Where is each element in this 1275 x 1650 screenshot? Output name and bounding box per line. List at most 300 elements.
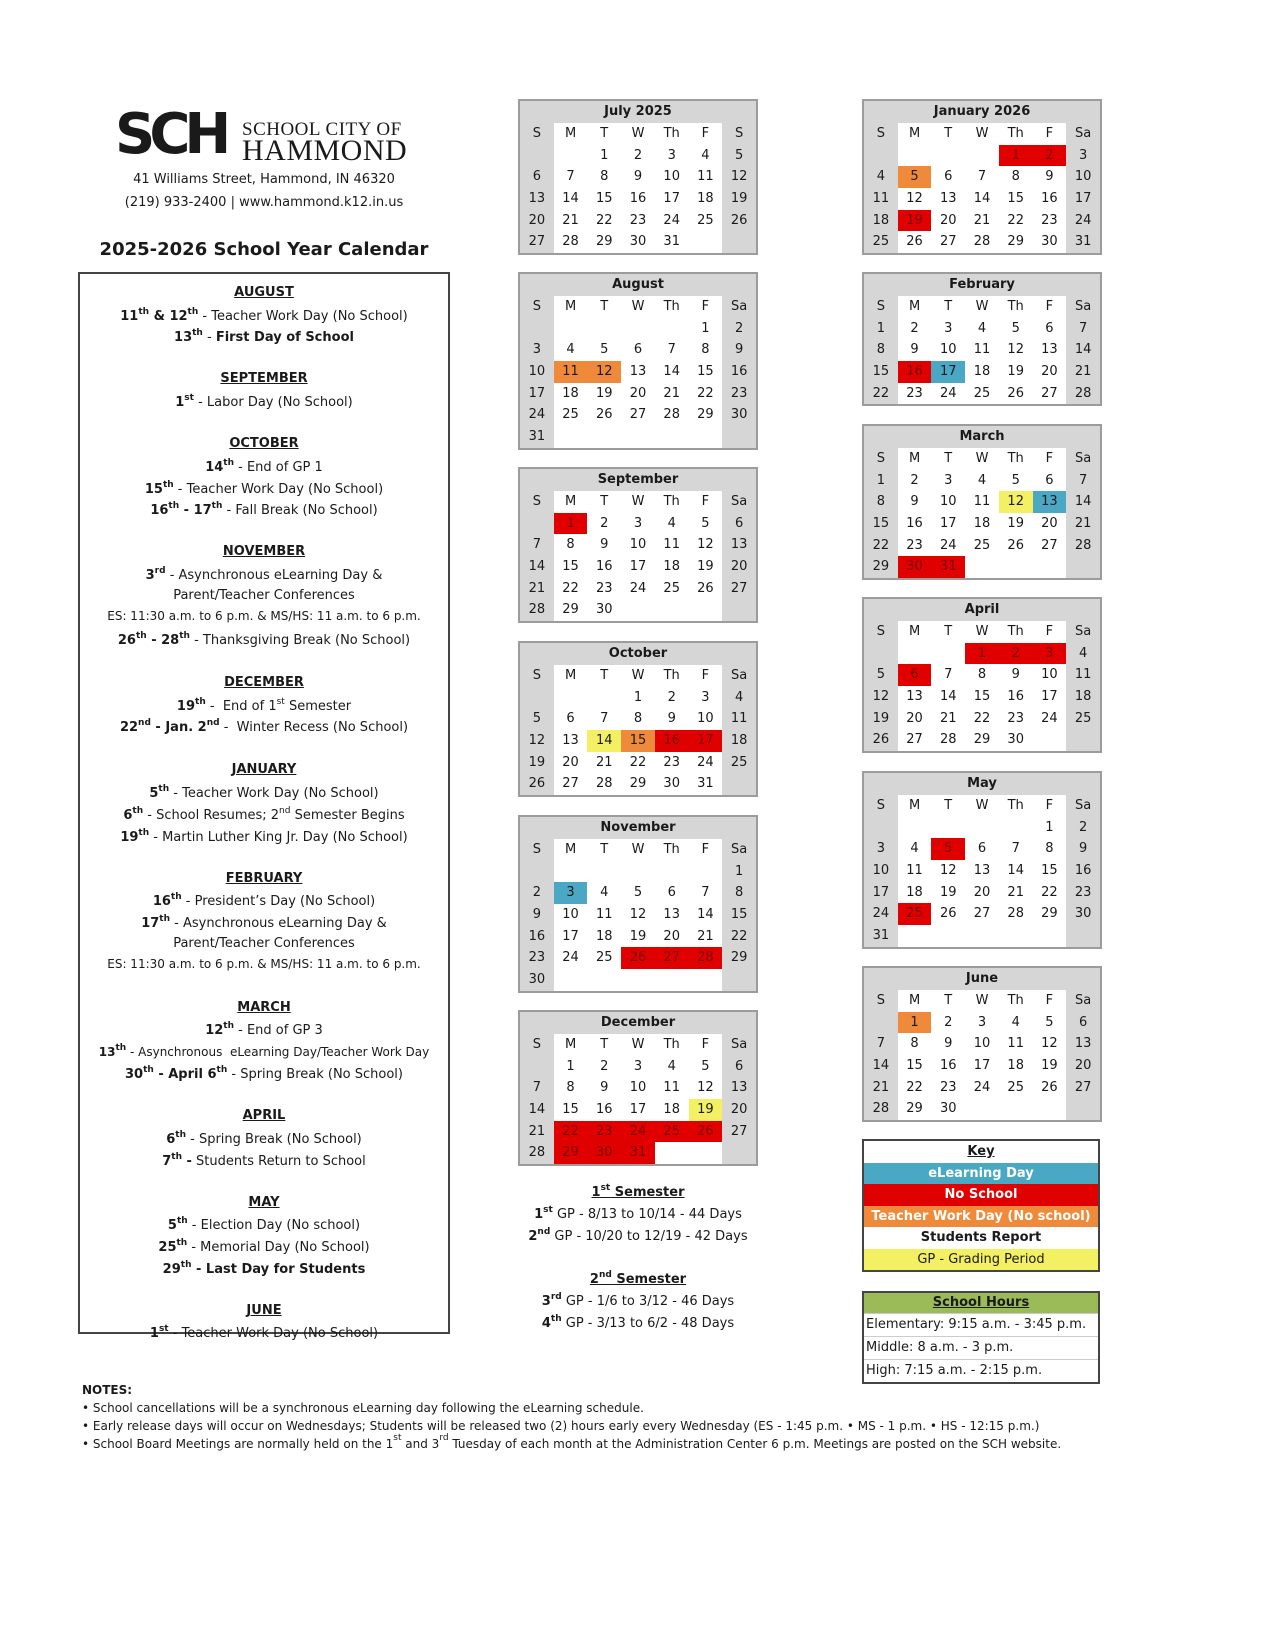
day-cell: 12 xyxy=(697,1080,714,1096)
day-cell: 18 xyxy=(663,559,680,575)
key-grading-period: GP - Grading Period xyxy=(864,1249,1098,1271)
weekday-header: T xyxy=(944,451,953,466)
day-cell: 17 xyxy=(629,1102,647,1118)
empty-day-cell xyxy=(722,599,756,621)
day-cell: 23 xyxy=(663,754,680,770)
day-cell: 21 xyxy=(1066,361,1100,383)
event-item: 1st - Teacher Work Day (No School) xyxy=(149,1324,379,1341)
empty-day-cell xyxy=(1066,729,1100,751)
weekday-header: M xyxy=(564,494,577,509)
day-cell: 18 xyxy=(906,884,923,900)
weekday-header: T xyxy=(600,494,609,509)
day-cell: 22 xyxy=(864,383,898,405)
day-cell: 18 xyxy=(973,364,991,380)
day-cell: 13 xyxy=(1033,491,1067,513)
day-cell: 2 xyxy=(633,147,643,163)
empty-day-cell xyxy=(965,817,999,839)
empty-day-cell xyxy=(1066,556,1100,578)
day-cell: 6 xyxy=(667,885,676,901)
empty-day-cell xyxy=(722,969,756,991)
day-cell: 23 xyxy=(587,1121,621,1143)
day-cell: 10 xyxy=(629,1080,647,1096)
day-cell: 15 xyxy=(1041,863,1058,879)
event-item: 29th - Last Day for Students xyxy=(162,1260,366,1277)
day-cell: 1 xyxy=(965,643,999,665)
day-cell: 5 xyxy=(701,515,710,531)
event-month-heading: OCTOBER xyxy=(229,436,299,451)
weekday-header: T xyxy=(944,993,953,1008)
day-cell: 30 xyxy=(629,234,647,250)
day-cell: 16 xyxy=(596,559,613,575)
day-cell: 21 xyxy=(1066,513,1100,535)
day-cell: 12 xyxy=(864,686,898,708)
day-cell: 24 xyxy=(864,903,898,925)
day-cell: 21 xyxy=(562,212,579,228)
day-cell: 23 xyxy=(596,580,613,596)
day-cell: 25 xyxy=(864,231,898,253)
day-cell: 28 xyxy=(562,234,579,250)
weekday-header: S xyxy=(520,296,554,318)
empty-day-cell xyxy=(999,556,1033,578)
month-title: July 2025 xyxy=(520,101,756,123)
empty-day-cell xyxy=(898,643,932,665)
day-cell: 3 xyxy=(554,882,588,904)
day-cell: 13 xyxy=(629,364,647,380)
day-cell: 15 xyxy=(621,730,655,752)
month-title: September xyxy=(520,469,756,491)
weekday-header: S xyxy=(864,990,898,1012)
empty-day-cell xyxy=(931,817,965,839)
month-title: May xyxy=(864,773,1100,795)
empty-day-cell xyxy=(965,1098,999,1120)
day-cell: 21 xyxy=(697,928,714,944)
weekday-header: S xyxy=(864,448,898,470)
day-cell: 28 xyxy=(663,407,680,423)
day-cell: 26 xyxy=(520,773,554,795)
day-cell: 1 xyxy=(701,320,710,336)
day-cell: 25 xyxy=(973,385,991,401)
note-line: • School Board Meetings are normally held on the 1st and 3rd Tuesday of each month at the Administration Center 6 p.m. Meetings are posted on the SCH website. xyxy=(82,1433,1062,1451)
empty-day-cell xyxy=(587,318,621,340)
day-cell: 17 xyxy=(1041,689,1058,705)
day-cell: 14 xyxy=(697,907,714,923)
day-cell: 4 xyxy=(667,1058,676,1074)
day-cell: 27 xyxy=(722,1121,756,1143)
weekday-header: W xyxy=(975,993,989,1008)
day-cell: 21 xyxy=(663,385,680,401)
day-cell: 5 xyxy=(1011,320,1020,336)
weekday-header: T xyxy=(600,1037,609,1052)
day-cell: 28 xyxy=(689,947,723,969)
day-cell: 14 xyxy=(1066,339,1100,361)
day-cell: 19 xyxy=(898,210,932,232)
day-cell: 13 xyxy=(940,191,957,207)
day-cell: 6 xyxy=(1066,1012,1100,1034)
day-cell: 10 xyxy=(697,711,714,727)
day-cell: 28 xyxy=(1066,535,1100,557)
weekday-header: F xyxy=(701,126,710,141)
empty-day-cell xyxy=(689,861,723,883)
empty-day-cell xyxy=(1033,556,1067,578)
day-cell: 15 xyxy=(697,364,714,380)
weekday-header: T xyxy=(944,624,953,639)
empty-day-cell xyxy=(520,1056,554,1078)
day-cell: 4 xyxy=(1011,1014,1020,1030)
day-cell: 28 xyxy=(940,732,957,748)
day-cell: 25 xyxy=(1066,708,1100,730)
day-cell: 9 xyxy=(722,339,756,361)
weekday-header: M xyxy=(908,299,921,314)
day-cell: 8 xyxy=(977,667,987,683)
day-cell: 15 xyxy=(864,361,898,383)
day-cell: 28 xyxy=(1066,383,1100,405)
event-item: Parent/Teacher Conferences xyxy=(173,588,355,603)
empty-day-cell xyxy=(864,145,898,167)
day-cell: 26 xyxy=(940,906,957,922)
day-cell: 8 xyxy=(600,169,609,185)
empty-day-cell xyxy=(864,1012,898,1034)
day-cell: 10 xyxy=(940,494,957,510)
day-cell: 12 xyxy=(520,730,554,752)
day-cell: 10 xyxy=(940,342,957,358)
day-cell: 6 xyxy=(898,664,932,686)
event-item: 11th & 12th - Teacher Work Day (No School) xyxy=(120,307,408,324)
day-cell: 11 xyxy=(663,537,680,553)
empty-day-cell xyxy=(554,426,588,448)
day-cell: 8 xyxy=(566,1080,575,1096)
day-cell: 16 xyxy=(898,361,932,383)
day-cell: 22 xyxy=(697,385,714,401)
weekday-header: F xyxy=(1045,798,1054,813)
weekday-header: F xyxy=(1045,624,1054,639)
empty-day-cell xyxy=(587,687,621,709)
event-item: ES: 11:30 a.m. to 6 p.m. & MS/HS: 11 a.m. to 6 p.m. xyxy=(107,957,421,971)
day-cell: 1 xyxy=(1045,819,1054,835)
weekday-header: Sa xyxy=(722,296,756,318)
day-cell: 25 xyxy=(722,752,756,774)
day-cell: 29 xyxy=(864,556,898,578)
day-cell: 7 xyxy=(566,169,575,185)
day-cell: 5 xyxy=(864,664,898,686)
day-cell: 22 xyxy=(722,926,756,948)
day-cell: 13 xyxy=(722,1077,756,1099)
key-students-report: Students Report xyxy=(920,1230,1042,1245)
day-cell: 26 xyxy=(1007,385,1024,401)
day-cell: 29 xyxy=(906,1101,923,1117)
day-cell: 20 xyxy=(722,556,756,578)
empty-day-cell xyxy=(655,318,689,340)
day-cell: 5 xyxy=(633,885,643,901)
day-cell: 25 xyxy=(596,950,613,966)
month-aug xyxy=(518,272,758,450)
day-cell: 20 xyxy=(973,884,991,900)
day-cell: 8 xyxy=(864,491,898,513)
day-cell: 15 xyxy=(1007,191,1024,207)
event-item: 5th - Teacher Work Day (No School) xyxy=(149,784,379,801)
note-line: • Early release days will occur on Wednesdays; Students will be released two (2) hours early every Wednesday (ES - 1:45 p.m. • MS - 1 p.m. • HS - 12:15 p.m.) xyxy=(82,1419,1040,1433)
weekday-header: Th xyxy=(663,299,680,314)
day-cell: 5 xyxy=(520,708,554,730)
empty-day-cell xyxy=(621,426,655,448)
day-cell: 9 xyxy=(600,537,609,553)
weekday-header: T xyxy=(600,299,609,314)
weekday-header: S xyxy=(520,123,554,145)
day-cell: 27 xyxy=(520,231,554,253)
month-title: June xyxy=(864,968,1100,990)
day-cell: 22 xyxy=(906,1079,923,1095)
day-cell: 31 xyxy=(931,556,965,578)
event-item: 3rd - Asynchronous eLearning Day & xyxy=(145,566,383,583)
day-cell: 15 xyxy=(906,1058,923,1074)
day-cell: 11 xyxy=(973,342,991,358)
day-cell: 19 xyxy=(689,1099,723,1121)
weekday-header: Th xyxy=(663,668,680,683)
day-cell: 1 xyxy=(633,689,643,705)
day-cell: 16 xyxy=(629,191,647,207)
day-cell: 7 xyxy=(520,534,554,556)
semester-heading: 1st Semester xyxy=(591,1183,685,1200)
day-cell: 11 xyxy=(697,169,714,185)
empty-day-cell xyxy=(965,925,999,947)
key-teacher-work-day: Teacher Work Day (No school) xyxy=(864,1206,1098,1228)
empty-day-cell xyxy=(1033,729,1067,751)
day-cell: 25 xyxy=(655,1121,689,1143)
day-cell: 15 xyxy=(864,513,898,535)
day-cell: 15 xyxy=(973,689,991,705)
event-item: 30th - April 6th - Spring Break (No School) xyxy=(124,1065,403,1082)
day-cell: 28 xyxy=(864,1098,898,1120)
weekday-header: F xyxy=(701,494,710,509)
weekday-header: F xyxy=(701,1037,710,1052)
day-cell: 9 xyxy=(667,711,676,727)
day-cell: 5 xyxy=(898,166,932,188)
important-dates-box xyxy=(78,272,450,1341)
day-cell: 30 xyxy=(1007,732,1024,748)
notes-title: NOTES: xyxy=(82,1383,133,1397)
school-logo xyxy=(115,102,425,167)
day-cell: 16 xyxy=(940,1058,957,1074)
event-item: 6th - School Resumes; 2nd Semester Begins xyxy=(123,806,405,823)
day-cell: 17 xyxy=(663,191,680,207)
event-month-heading: AUGUST xyxy=(234,285,294,300)
day-cell: 27 xyxy=(940,234,957,250)
day-cell: 2 xyxy=(944,1014,953,1030)
month-jul xyxy=(518,99,758,255)
empty-day-cell xyxy=(554,318,588,340)
empty-day-cell xyxy=(1033,1098,1067,1120)
day-cell: 19 xyxy=(596,385,613,401)
logo-text-line1: SCHOOL CITY OF xyxy=(242,119,402,140)
day-cell: 14 xyxy=(1007,863,1024,879)
day-cell: 27 xyxy=(1066,1077,1100,1099)
day-cell: 6 xyxy=(1045,320,1054,336)
empty-day-cell xyxy=(1033,925,1067,947)
day-cell: 2 xyxy=(722,318,756,340)
day-cell: 7 xyxy=(667,342,676,358)
day-cell: 7 xyxy=(1011,841,1020,857)
phone-website: (219) 933-2400 | www.hammond.k12.in.us xyxy=(124,195,404,210)
day-cell: 2 xyxy=(600,515,609,531)
day-cell: 11 xyxy=(596,907,613,923)
empty-day-cell xyxy=(722,1142,756,1164)
day-cell: 19 xyxy=(1007,516,1024,532)
weekday-header: S xyxy=(864,296,898,318)
day-cell: 17 xyxy=(562,928,579,944)
event-item: 12th - End of GP 3 xyxy=(205,1021,323,1038)
day-cell: 16 xyxy=(596,1102,613,1118)
weekday-header: Sa xyxy=(722,665,756,687)
day-cell: 5 xyxy=(1011,472,1020,488)
day-cell: 14 xyxy=(562,191,579,207)
day-cell: 12 xyxy=(697,537,714,553)
day-cell: 23 xyxy=(722,383,756,405)
weekday-header: W xyxy=(975,126,989,141)
day-cell: 18 xyxy=(973,516,991,532)
day-cell: 12 xyxy=(629,907,647,923)
day-cell: 14 xyxy=(973,191,991,207)
day-cell: 26 xyxy=(596,407,613,423)
day-cell: 31 xyxy=(621,1142,655,1164)
day-cell: 21 xyxy=(940,710,957,726)
day-cell: 6 xyxy=(633,342,643,358)
empty-day-cell xyxy=(621,969,655,991)
day-cell: 4 xyxy=(566,342,575,358)
day-cell: 11 xyxy=(973,494,991,510)
day-cell: 19 xyxy=(1041,1058,1058,1074)
weekday-header: M xyxy=(564,299,577,314)
day-cell: 26 xyxy=(722,210,756,232)
day-cell: 30 xyxy=(520,969,554,991)
empty-day-cell xyxy=(621,318,655,340)
day-cell: 18 xyxy=(596,928,613,944)
empty-day-cell xyxy=(655,1142,689,1164)
day-cell: 23 xyxy=(629,212,647,228)
empty-day-cell xyxy=(587,426,621,448)
day-cell: 7 xyxy=(520,1077,554,1099)
day-cell: 21 xyxy=(596,754,613,770)
weekday-header: T xyxy=(600,842,609,857)
day-cell: 24 xyxy=(621,1121,655,1143)
weekday-header: M xyxy=(564,126,577,141)
weekday-header: F xyxy=(1045,993,1054,1008)
day-cell: 15 xyxy=(562,1102,579,1118)
logo-text-line2: HAMMOND xyxy=(242,134,408,167)
day-cell: 13 xyxy=(562,733,579,749)
empty-day-cell xyxy=(621,599,655,621)
day-cell: 6 xyxy=(520,166,554,188)
day-cell: 10 xyxy=(629,537,647,553)
day-cell: 31 xyxy=(697,776,714,792)
empty-day-cell xyxy=(554,969,588,991)
day-cell: 4 xyxy=(667,515,676,531)
empty-day-cell xyxy=(689,969,723,991)
day-cell: 4 xyxy=(977,472,987,488)
day-cell: 1 xyxy=(722,861,756,883)
day-cell: 15 xyxy=(596,191,613,207)
event-item: 26th - 28th - Thanksgiving Break (No School) xyxy=(117,631,411,648)
event-item: 19th - End of 1st Semester xyxy=(176,697,352,714)
day-cell: 5 xyxy=(701,1058,710,1074)
school-hours xyxy=(862,1291,1100,1384)
day-cell: 7 xyxy=(1066,470,1100,492)
event-item: 7th - Students Return to School xyxy=(162,1152,366,1169)
empty-day-cell xyxy=(1066,925,1100,947)
day-cell: 27 xyxy=(1041,537,1058,553)
month-may xyxy=(862,771,1102,949)
day-cell: 3 xyxy=(977,1014,987,1030)
logo-mark: SCH xyxy=(115,102,226,167)
empty-day-cell xyxy=(999,925,1033,947)
calendar-title: 2025-2026 School Year Calendar xyxy=(99,239,429,260)
event-month-heading: MARCH xyxy=(237,1000,291,1015)
empty-day-cell xyxy=(689,426,723,448)
weekday-header: S xyxy=(722,123,756,145)
weekday-header: S xyxy=(864,621,898,643)
day-cell: 11 xyxy=(1066,664,1100,686)
grading-period-item: 2nd GP - 10/20 to 12/19 - 42 Days xyxy=(528,1227,748,1244)
event-item: 13th - Asynchronous eLearning Day/Teacher Work Day xyxy=(98,1043,430,1059)
day-cell: 26 xyxy=(1007,537,1024,553)
day-cell: 19 xyxy=(1007,364,1024,380)
day-cell: 31 xyxy=(1066,231,1100,253)
month-oct xyxy=(518,641,758,797)
month-title: March xyxy=(864,426,1100,448)
day-cell: 11 xyxy=(554,361,588,383)
weekday-header: W xyxy=(975,451,989,466)
day-cell: 8 xyxy=(864,339,898,361)
day-cell: 29 xyxy=(697,407,714,423)
empty-day-cell xyxy=(898,145,932,167)
day-cell: 9 xyxy=(520,904,554,926)
day-cell: 30 xyxy=(587,1142,621,1164)
day-cell: 1 xyxy=(999,145,1033,167)
weekday-header: F xyxy=(701,668,710,683)
weekday-header: W xyxy=(631,668,645,683)
empty-day-cell xyxy=(722,773,756,795)
day-cell: 4 xyxy=(977,320,987,336)
weekday-header: Th xyxy=(663,126,680,141)
day-cell: 24 xyxy=(629,580,647,596)
day-cell: 7 xyxy=(1066,318,1100,340)
day-cell: 26 xyxy=(1041,1079,1058,1095)
day-cell: 6 xyxy=(1045,472,1054,488)
empty-day-cell xyxy=(864,817,898,839)
event-item: 14th - End of GP 1 xyxy=(205,458,323,475)
day-cell: 16 xyxy=(1066,860,1100,882)
event-item: 17th - Asynchronous eLearning Day & xyxy=(141,914,387,931)
day-cell: 11 xyxy=(663,1080,680,1096)
weekday-header: Th xyxy=(1007,993,1024,1008)
day-cell: 23 xyxy=(940,1079,957,1095)
empty-day-cell xyxy=(621,861,655,883)
day-cell: 8 xyxy=(910,1036,919,1052)
weekday-header: Th xyxy=(663,842,680,857)
day-cell: 1 xyxy=(864,470,898,492)
day-cell: 19 xyxy=(940,884,957,900)
weekday-header: M xyxy=(908,451,921,466)
day-cell: 6 xyxy=(566,711,575,727)
day-cell: 12 xyxy=(587,361,621,383)
day-cell: 9 xyxy=(944,1036,953,1052)
day-cell: 24 xyxy=(940,537,957,553)
day-cell: 12 xyxy=(906,191,923,207)
event-month-heading: SEPTEMBER xyxy=(220,371,308,386)
month-mar xyxy=(862,424,1102,580)
day-cell: 7 xyxy=(701,885,710,901)
empty-day-cell xyxy=(655,969,689,991)
weekday-header: F xyxy=(701,299,710,314)
day-cell: 6 xyxy=(722,513,756,535)
